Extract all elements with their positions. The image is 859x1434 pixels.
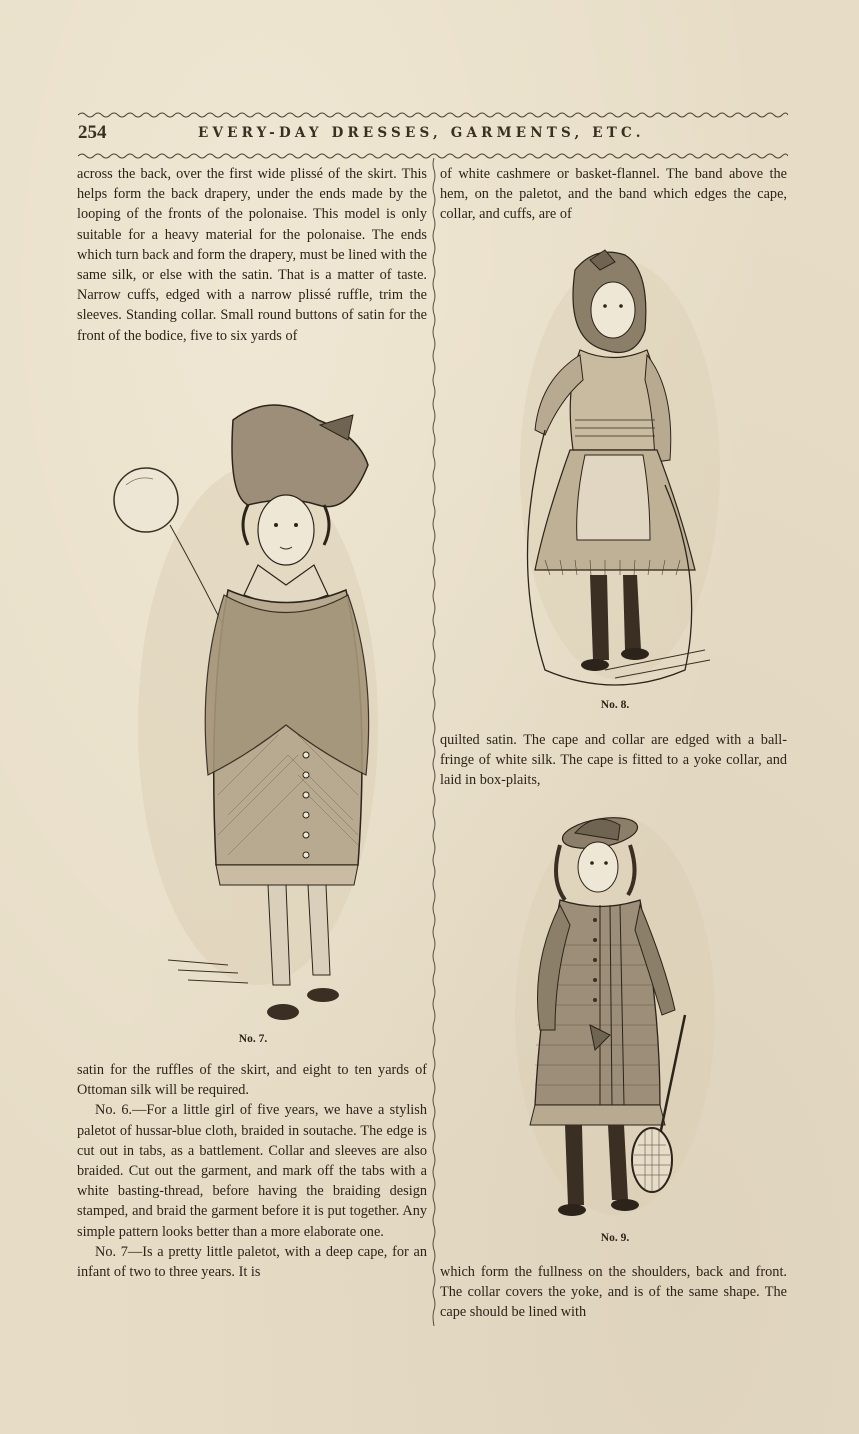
running-title: EVERY-DAY DRESSES, GARMENTS, ETC. <box>198 125 645 141</box>
right-top-paragraph: of white cashmere or basket-flannel. The band above the hem, on the paletot, and the band which edges the cape, collar, and cuffs, are of <box>440 166 787 223</box>
right-middle-paragraph: quilted satin. The cape and collar are edged with a ball-fringe of white silk. The cape is fitted to a yoke collar, and laid in box-plaits, <box>440 732 787 789</box>
figure-no8-illustration <box>505 240 735 695</box>
right-bottom-paragraph: which form the fullness on the shoulders, back and front. The collar covers the yoke, and is of the same shape. The cape should be lined with <box>440 1264 787 1321</box>
left-bottom-paragraph-1: satin for the ruffles of the skirt, and eight to ten yards of Ottoman silk will be required. <box>77 1062 427 1099</box>
figure-no8-caption: No. 8. <box>600 699 630 711</box>
page-number: 254 <box>78 122 107 143</box>
right-column-bottom-text <box>440 1262 787 1323</box>
figure-no9-caption: No. 9. <box>600 1232 630 1244</box>
figure-no9-illustration <box>500 805 730 1225</box>
column-divider <box>432 158 436 1326</box>
running-head <box>78 122 788 146</box>
header-top-rule <box>78 111 788 119</box>
left-column-bottom-text <box>77 1060 427 1282</box>
left-column-top-text <box>77 164 427 346</box>
right-column-middle-text <box>440 730 787 791</box>
left-bottom-paragraph-3: No. 7—Is a pretty little paletot, with a deep cape, for an infant of two to three years. It is <box>77 1243 427 1281</box>
figure-no7-caption: No. 7. <box>238 1033 268 1045</box>
right-column-top-text <box>440 164 787 225</box>
left-top-paragraph: across the back, over the first wide plissé of the skirt. This helps form the back drapery, under the ends made by the looping of the fronts of the polonaise. This model is only suitable for a heavy material for the polonaise. The ends which turn back and form the drapery, must be lined with the same silk, or else with the satin. That is a matter of taste. Narrow cuffs, edged with a narrow plissé ruffle, trim the sleeves. Standing collar. Small round buttons of satin for the front of the bodice, five to six yards of <box>77 166 427 344</box>
figure-no7-illustration <box>108 395 408 1035</box>
left-bottom-paragraph-2: No. 6.—For a little girl of five years, we have a stylish paletot of hussar-blue cloth, braided in soutache. The edge is cut out in tabs, as a battlement. Collar and sleeves are also braided. Cut out the garment, and mark off the tabs with a white basting-thread, before having the braiding design stamped, and braid the garment before it is put together. Any simple pattern looks better than a more elaborate one. <box>77 1102 427 1240</box>
